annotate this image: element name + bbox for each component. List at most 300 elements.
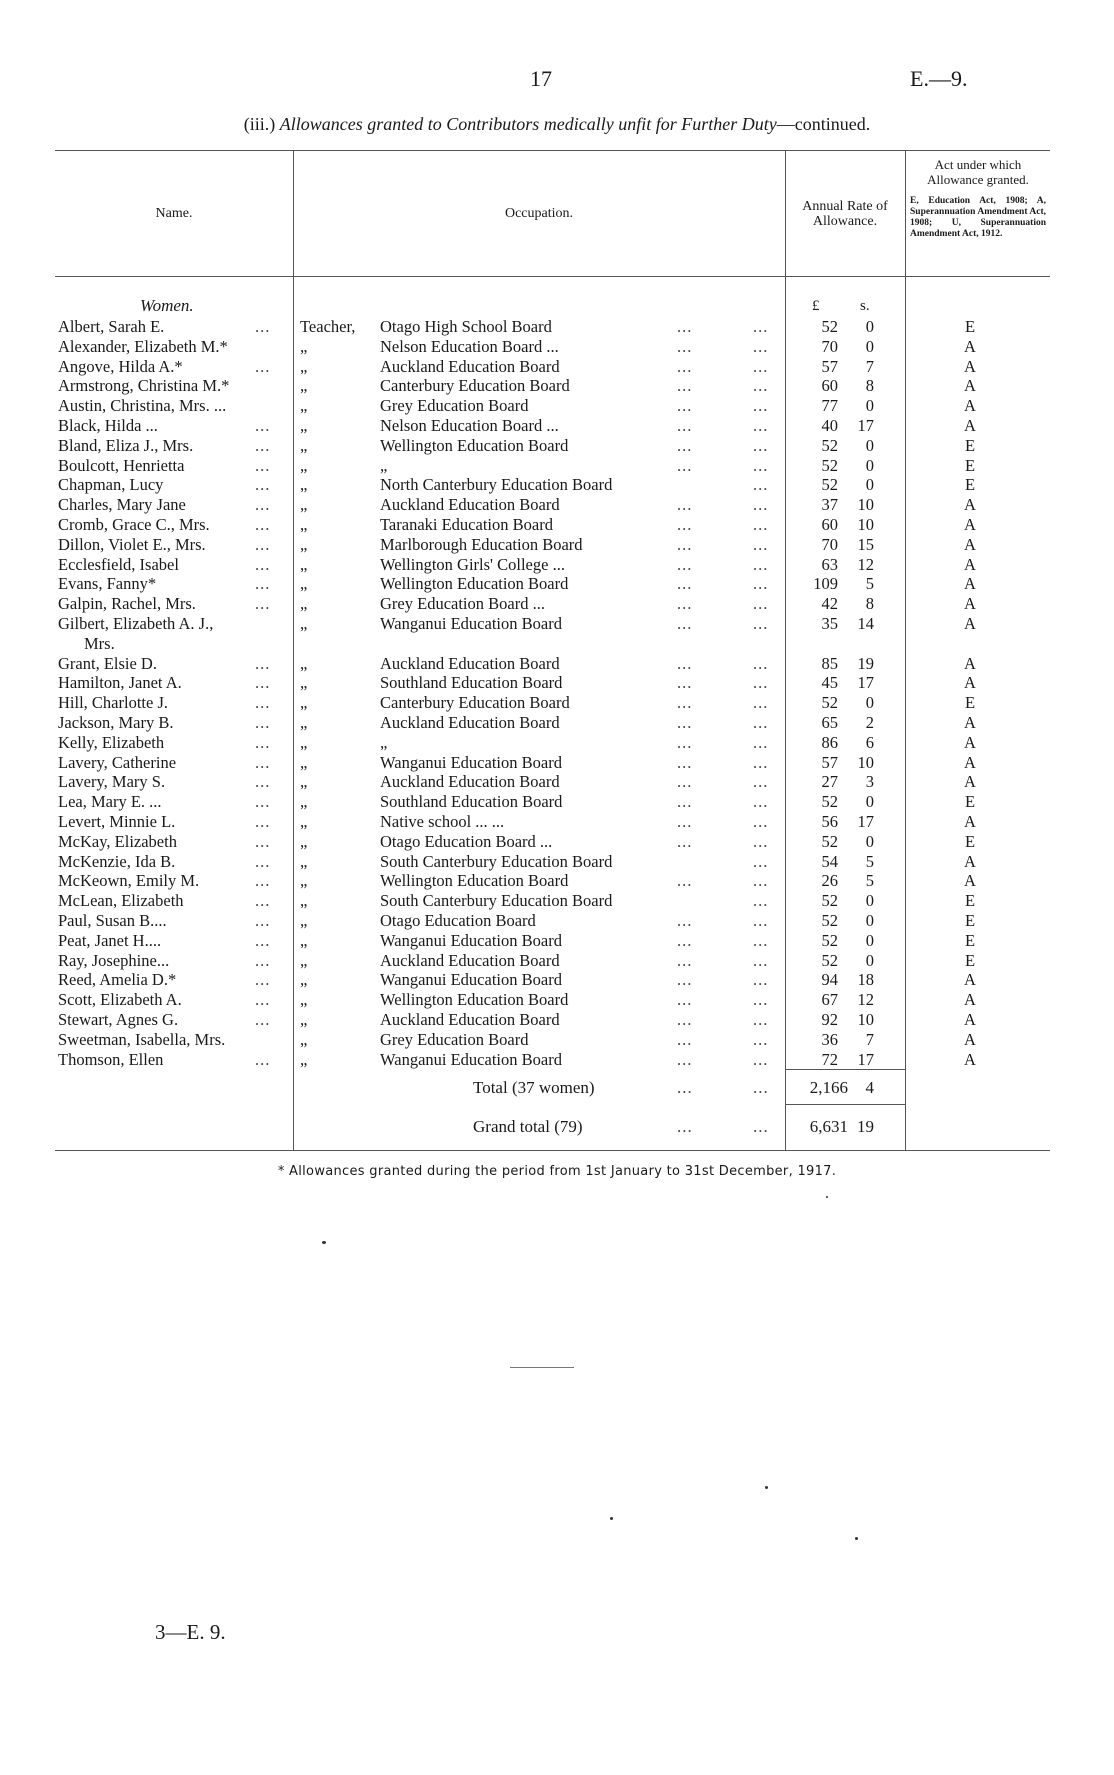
cell-board: Grey Education Board bbox=[380, 396, 529, 416]
cell-lead: ... bbox=[255, 455, 271, 475]
cell-pounds: 26 bbox=[821, 871, 838, 891]
cell-dots2: ... bbox=[753, 376, 769, 396]
cell-lead: ... bbox=[255, 435, 271, 455]
cell-act: A bbox=[964, 752, 976, 772]
cell-pounds: 60 bbox=[821, 515, 838, 534]
cell-dots2: ... bbox=[753, 911, 769, 930]
cell-board: Taranaki Education Board bbox=[380, 515, 553, 534]
cell-name: Chapman, Lucy bbox=[58, 475, 164, 495]
cell-shillings: 0 bbox=[865, 475, 874, 495]
cell-name: Dillon, Violet E., Mrs. bbox=[58, 534, 206, 554]
cell-dots2: ... bbox=[753, 772, 769, 792]
cell-lead: ... bbox=[255, 851, 271, 871]
cell-lead: ... bbox=[255, 752, 271, 772]
cell-name: Hamilton, Janet A. bbox=[58, 673, 182, 693]
cell-prefix: „ bbox=[300, 911, 308, 930]
cell-board: „ bbox=[380, 455, 388, 475]
cell-board: Auckland Education Board bbox=[380, 653, 560, 673]
table-row bbox=[0, 1010, 1114, 1030]
cell-shillings: 12 bbox=[857, 554, 874, 574]
cell-name: Stewart, Agnes G. bbox=[58, 1010, 179, 1029]
cell-board: Wellington Education Board bbox=[380, 574, 569, 594]
cell-dots1: ... bbox=[677, 376, 693, 396]
cell-act: E bbox=[964, 831, 976, 851]
total-women-leader-1: ... bbox=[677, 1078, 693, 1097]
cell-lead: ... bbox=[255, 554, 271, 574]
table-row bbox=[0, 713, 1114, 733]
cell-shillings: 10 bbox=[857, 515, 874, 534]
cell-dots1: ... bbox=[677, 1049, 693, 1069]
cell-shillings: 0 bbox=[865, 693, 874, 713]
cell-name: Black, Hilda ... bbox=[58, 416, 158, 435]
grand-total-pounds: 6,631 bbox=[809, 1117, 848, 1136]
cell-name: Hill, Charlotte J. bbox=[58, 693, 168, 713]
table-row bbox=[0, 812, 1114, 832]
cell-dots2: ... bbox=[753, 396, 769, 416]
table-row bbox=[0, 990, 1114, 1010]
cell-shillings: 0 bbox=[865, 930, 874, 950]
cell-board: Southland Education Board bbox=[380, 673, 563, 693]
cell-act: E bbox=[964, 693, 976, 713]
cell-name-continuation: Mrs. bbox=[84, 633, 115, 653]
cell-act: A bbox=[964, 871, 976, 891]
cell-pounds: 63 bbox=[821, 554, 838, 574]
cell-shillings: 17 bbox=[857, 673, 874, 693]
cell-shillings: 7 bbox=[865, 1029, 874, 1049]
cell-dots2: ... bbox=[753, 693, 769, 713]
table-top-rule bbox=[55, 150, 1050, 151]
header-act bbox=[908, 157, 1048, 187]
cell-pounds: 36 bbox=[821, 1029, 838, 1049]
cell-pounds: 52 bbox=[821, 475, 838, 495]
cell-name: Charles, Mary Jane bbox=[58, 495, 186, 515]
total-women-shillings: 4 bbox=[865, 1078, 874, 1097]
cell-name: Ecclesfield, Isabel bbox=[58, 554, 179, 574]
cell-name: Grant, Elsie D. bbox=[58, 653, 157, 673]
cell-dots1: ... bbox=[677, 495, 693, 515]
cell-prefix: „ bbox=[300, 713, 308, 732]
cell-lead: ... bbox=[255, 515, 271, 534]
scan-speck bbox=[826, 1196, 828, 1198]
cell-prefix: „ bbox=[300, 930, 308, 950]
header-occupation: Occupation. bbox=[504, 206, 574, 221]
total-women-label: Total (37 women) bbox=[473, 1078, 595, 1097]
cell-prefix: „ bbox=[300, 495, 308, 515]
cell-dots1: ... bbox=[677, 534, 693, 554]
cell-prefix: „ bbox=[300, 950, 308, 970]
table-row bbox=[0, 673, 1114, 693]
cell-name: Austin, Christina, Mrs. ... bbox=[58, 396, 227, 416]
cell-name: Peat, Janet H.... bbox=[58, 930, 162, 950]
cell-act: A bbox=[964, 376, 976, 396]
table-row bbox=[0, 594, 1114, 614]
cell-board: Otago Education Board bbox=[380, 911, 536, 930]
header-act-line1: Act under which bbox=[934, 157, 1022, 172]
cell-shillings: 10 bbox=[857, 1010, 874, 1029]
cell-board: Auckland Education Board bbox=[380, 950, 560, 970]
cell-dots1: ... bbox=[677, 990, 693, 1010]
grand-total-leader-1: ... bbox=[677, 1117, 693, 1136]
header-act-legend: E, Education Act, 1908; A, Superannuation Amendment Act, 1908; U, Superannuation Amendment Act, 1912. bbox=[910, 196, 1046, 239]
table-row bbox=[0, 475, 1114, 495]
scan-mark-dash bbox=[510, 1367, 574, 1368]
cell-dots2: ... bbox=[753, 416, 769, 435]
cell-board: Wanganui Education Board bbox=[380, 752, 562, 772]
cell-dots2: ... bbox=[753, 950, 769, 970]
cell-prefix: „ bbox=[300, 831, 308, 851]
cell-pounds: 35 bbox=[821, 614, 838, 633]
cell-shillings: 8 bbox=[865, 376, 874, 396]
cell-dots1: ... bbox=[677, 1029, 693, 1049]
cell-shillings: 17 bbox=[857, 416, 874, 435]
cell-dots2: ... bbox=[753, 554, 769, 574]
table-bottom-rule bbox=[55, 1150, 1050, 1151]
cell-lead: ... bbox=[255, 1010, 271, 1029]
cell-dots2: ... bbox=[753, 1010, 769, 1029]
cell-board: Auckland Education Board bbox=[380, 1010, 560, 1029]
cell-name: Levert, Minnie L. bbox=[58, 812, 176, 831]
cell-dots1: ... bbox=[677, 812, 693, 831]
scan-speck bbox=[610, 1517, 613, 1520]
cell-name: McLean, Elizabeth bbox=[58, 891, 184, 911]
cell-prefix: Teacher, bbox=[300, 317, 356, 336]
cell-pounds: 65 bbox=[821, 713, 838, 732]
cell-prefix: „ bbox=[300, 336, 308, 356]
table-row bbox=[0, 852, 1114, 872]
table-row bbox=[0, 614, 1114, 634]
cell-act: A bbox=[964, 495, 976, 515]
table-row bbox=[0, 772, 1114, 792]
table-row bbox=[0, 871, 1114, 891]
cell-pounds: 52 bbox=[821, 317, 838, 336]
cell-prefix: „ bbox=[300, 812, 308, 831]
cell-prefix: „ bbox=[300, 891, 308, 911]
table-row bbox=[0, 951, 1114, 971]
cell-lead: ... bbox=[255, 416, 271, 435]
cell-prefix: „ bbox=[300, 534, 308, 554]
cell-board: Auckland Education Board bbox=[380, 495, 560, 515]
cell-name: McKeown, Emily M. bbox=[58, 871, 200, 891]
cell-lead: ... bbox=[255, 792, 271, 812]
cell-dots1: ... bbox=[677, 574, 693, 594]
cell-act: E bbox=[964, 792, 976, 812]
cell-dots1: ... bbox=[677, 356, 693, 376]
table-row bbox=[0, 832, 1114, 852]
cell-dots2: ... bbox=[753, 851, 769, 871]
cell-act: E bbox=[964, 911, 976, 930]
cell-act: A bbox=[964, 356, 976, 376]
cell-act: A bbox=[964, 732, 976, 752]
table-row bbox=[0, 436, 1114, 456]
cell-dots2: ... bbox=[753, 1029, 769, 1049]
cell-lead: ... bbox=[255, 831, 271, 851]
cell-board: Otago Education Board ... bbox=[380, 831, 553, 851]
cell-dots1: ... bbox=[677, 515, 693, 534]
cell-name: Kelly, Elizabeth bbox=[58, 732, 165, 752]
cell-name: Galpin, Rachel, Mrs. bbox=[58, 594, 196, 614]
cell-lead: ... bbox=[255, 693, 271, 713]
cell-act: A bbox=[964, 614, 976, 633]
cell-prefix: „ bbox=[300, 752, 308, 772]
table-row bbox=[0, 1050, 1114, 1070]
cell-board: Otago High School Board bbox=[380, 317, 552, 336]
cell-dots1: ... bbox=[677, 871, 693, 891]
cell-lead: ... bbox=[255, 911, 271, 930]
footnote: * Allowances granted during the period from 1st January to 31st December, 1917. bbox=[277, 1164, 837, 1179]
cell-act: A bbox=[964, 1029, 976, 1049]
cell-board: Wellington Education Board bbox=[380, 871, 569, 891]
table-row bbox=[0, 396, 1114, 416]
cell-pounds: 109 bbox=[813, 574, 838, 594]
cell-name: Cromb, Grace C., Mrs. bbox=[58, 515, 210, 534]
cell-board: Grey Education Board ... bbox=[380, 594, 545, 614]
cell-dots2: ... bbox=[753, 732, 769, 752]
cell-dots1: ... bbox=[677, 930, 693, 950]
cell-shillings: 17 bbox=[857, 812, 874, 831]
cell-pounds: 52 bbox=[821, 792, 838, 812]
cell-act: A bbox=[964, 515, 976, 534]
cell-act: A bbox=[964, 772, 976, 792]
cell-dots2: ... bbox=[753, 812, 769, 831]
cell-name: Lavery, Catherine bbox=[58, 752, 177, 772]
cell-prefix: „ bbox=[300, 416, 308, 435]
table-row bbox=[0, 416, 1114, 436]
cell-prefix: „ bbox=[300, 356, 308, 376]
cell-act: A bbox=[964, 990, 976, 1010]
cell-shillings: 0 bbox=[865, 455, 874, 475]
cell-pounds: 57 bbox=[821, 356, 838, 376]
cell-prefix: „ bbox=[300, 990, 308, 1010]
cell-name: Evans, Fanny* bbox=[58, 574, 157, 594]
cell-lead: ... bbox=[255, 950, 271, 970]
cell-board: Wellington Girls' College ... bbox=[380, 554, 565, 574]
cell-board: Canterbury Education Board bbox=[380, 376, 570, 396]
heading-italic-title: Allowances granted to Contributors medically unfit for Further Duty bbox=[279, 114, 777, 134]
cell-shillings: 0 bbox=[865, 435, 874, 455]
table-row bbox=[0, 317, 1114, 337]
table-row bbox=[0, 456, 1114, 476]
cell-pounds: 57 bbox=[821, 752, 838, 772]
cell-name: Gilbert, Elizabeth A. J., bbox=[58, 614, 214, 633]
cell-prefix: „ bbox=[300, 515, 308, 534]
cell-name: Jackson, Mary B. bbox=[58, 713, 174, 732]
cell-dots1: ... bbox=[677, 831, 693, 851]
scan-speck bbox=[855, 1537, 858, 1540]
table-row bbox=[0, 970, 1114, 990]
table-row bbox=[0, 515, 1114, 535]
cell-pounds: 56 bbox=[821, 812, 838, 831]
cell-dots2: ... bbox=[753, 475, 769, 495]
cell-dots2: ... bbox=[753, 673, 769, 693]
cell-dots2: ... bbox=[753, 614, 769, 633]
header-bottom-rule bbox=[55, 276, 1050, 277]
cell-dots1: ... bbox=[677, 1010, 693, 1029]
heading-prefix: (iii.) bbox=[243, 114, 276, 134]
cell-name: Sweetman, Isabella, Mrs. bbox=[58, 1029, 226, 1049]
cell-dots2: ... bbox=[753, 455, 769, 475]
cell-board: „ bbox=[380, 732, 388, 752]
scan-speck bbox=[765, 1486, 768, 1489]
table-row bbox=[0, 555, 1114, 575]
grand-total-leader-2: ... bbox=[753, 1117, 769, 1136]
cell-pounds: 52 bbox=[821, 930, 838, 950]
document-reference: E.—9. bbox=[910, 66, 968, 91]
cell-shillings: 0 bbox=[865, 396, 874, 416]
cell-pounds: 52 bbox=[821, 950, 838, 970]
cell-act: A bbox=[964, 1049, 976, 1069]
cell-act: E bbox=[964, 317, 976, 336]
cell-shillings: 15 bbox=[857, 534, 874, 554]
cell-shillings: 0 bbox=[865, 911, 874, 930]
cell-board: Nelson Education Board ... bbox=[380, 336, 559, 356]
cell-dots2: ... bbox=[753, 930, 769, 950]
cell-dots1: ... bbox=[677, 455, 693, 475]
cell-name: Alexander, Elizabeth M.* bbox=[58, 336, 228, 356]
cell-lead: ... bbox=[255, 356, 271, 376]
table-row bbox=[0, 911, 1114, 931]
cell-act: E bbox=[964, 455, 976, 475]
cell-lead: ... bbox=[255, 475, 271, 495]
table-row bbox=[0, 693, 1114, 713]
cell-prefix: „ bbox=[300, 455, 308, 475]
cell-lead: ... bbox=[255, 990, 271, 1010]
units-shillings: s. bbox=[860, 298, 870, 314]
cell-dots2: ... bbox=[753, 891, 769, 911]
cell-shillings: 14 bbox=[857, 614, 874, 633]
cell-prefix: „ bbox=[300, 772, 308, 792]
cell-lead: ... bbox=[255, 812, 271, 831]
cell-act: E bbox=[964, 930, 976, 950]
cell-shillings: 6 bbox=[865, 732, 874, 752]
units-pounds: £ bbox=[812, 298, 820, 314]
cell-dots1: ... bbox=[677, 317, 693, 336]
cell-prefix: „ bbox=[300, 653, 308, 673]
cell-dots1: ... bbox=[677, 653, 693, 673]
cell-shillings: 5 bbox=[865, 574, 874, 594]
cell-shillings: 17 bbox=[857, 1049, 874, 1069]
cell-board: Wanganui Education Board bbox=[380, 614, 562, 633]
cell-pounds: 37 bbox=[821, 495, 838, 515]
cell-name: Bland, Eliza J., Mrs. bbox=[58, 435, 194, 455]
cell-act: A bbox=[964, 812, 976, 831]
cell-board: South Canterbury Education Board bbox=[380, 851, 613, 871]
cell-board: North Canterbury Education Board bbox=[380, 475, 613, 495]
cell-dots2: ... bbox=[753, 336, 769, 356]
total-bottom-rule bbox=[785, 1104, 905, 1105]
cell-name: Armstrong, Christina M.* bbox=[58, 376, 230, 396]
cell-lead: ... bbox=[255, 970, 271, 990]
cell-pounds: 60 bbox=[821, 376, 838, 396]
header-annual-rate bbox=[785, 199, 905, 229]
cell-lead: ... bbox=[255, 495, 271, 515]
cell-prefix: „ bbox=[300, 693, 308, 713]
cell-board: Auckland Education Board bbox=[380, 713, 560, 732]
cell-prefix: „ bbox=[300, 1029, 308, 1049]
cell-lead: ... bbox=[255, 317, 271, 336]
cell-name: Scott, Elizabeth A. bbox=[58, 990, 182, 1010]
cell-dots1: ... bbox=[677, 732, 693, 752]
cell-prefix: „ bbox=[300, 614, 308, 633]
cell-act: E bbox=[964, 950, 976, 970]
cell-dots1: ... bbox=[677, 970, 693, 990]
cell-pounds: 72 bbox=[821, 1049, 838, 1069]
cell-pounds: 52 bbox=[821, 831, 838, 851]
cell-board: Auckland Education Board bbox=[380, 772, 560, 792]
cell-act: E bbox=[964, 891, 976, 911]
cell-prefix: „ bbox=[300, 376, 308, 396]
total-women-pounds: 2,166 bbox=[809, 1078, 848, 1097]
cell-dots1: ... bbox=[677, 416, 693, 435]
cell-lead: ... bbox=[255, 891, 271, 911]
cell-dots2: ... bbox=[753, 970, 769, 990]
cell-name: McKay, Elizabeth bbox=[58, 831, 177, 851]
cell-dots1: ... bbox=[677, 911, 693, 930]
cell-board: Wanganui Education Board bbox=[380, 1049, 562, 1069]
cell-act: A bbox=[964, 673, 976, 693]
page-number: 17 bbox=[530, 66, 552, 91]
cell-shillings: 0 bbox=[865, 831, 874, 851]
cell-pounds: 92 bbox=[821, 1010, 838, 1029]
cell-dots2: ... bbox=[753, 1049, 769, 1069]
cell-prefix: „ bbox=[300, 732, 308, 752]
cell-dots2: ... bbox=[753, 495, 769, 515]
cell-dots2: ... bbox=[753, 713, 769, 732]
cell-dots1: ... bbox=[677, 554, 693, 574]
cell-shillings: 0 bbox=[865, 336, 874, 356]
cell-prefix: „ bbox=[300, 554, 308, 574]
cell-pounds: 42 bbox=[821, 594, 838, 614]
cell-shillings: 10 bbox=[857, 495, 874, 515]
cell-prefix: „ bbox=[300, 1010, 308, 1029]
heading-suffix: —continued. bbox=[776, 114, 871, 134]
cell-dots2: ... bbox=[753, 356, 769, 376]
table-row bbox=[0, 733, 1114, 753]
table-row bbox=[0, 376, 1114, 396]
table-row bbox=[0, 792, 1114, 812]
header-rate-line1: Annual Rate of bbox=[802, 199, 888, 214]
cell-pounds: 86 bbox=[821, 732, 838, 752]
cell-pounds: 52 bbox=[821, 693, 838, 713]
cell-dots1: ... bbox=[677, 336, 693, 356]
cell-dots2: ... bbox=[753, 752, 769, 772]
cell-prefix: „ bbox=[300, 871, 308, 891]
cell-dots1: ... bbox=[677, 772, 693, 792]
section-label-women: Women. bbox=[140, 296, 194, 315]
cell-act: A bbox=[964, 534, 976, 554]
cell-dots1: ... bbox=[677, 693, 693, 713]
cell-board: Wanganui Education Board bbox=[380, 970, 562, 990]
cell-shillings: 0 bbox=[865, 891, 874, 911]
cell-name: Thomson, Ellen bbox=[58, 1049, 164, 1069]
cell-dots2: ... bbox=[753, 435, 769, 455]
cell-name: Albert, Sarah E. bbox=[58, 317, 165, 336]
cell-pounds: 54 bbox=[821, 851, 838, 871]
cell-dots2: ... bbox=[753, 871, 769, 891]
cell-pounds: 52 bbox=[821, 435, 838, 455]
cell-board: Marlborough Education Board bbox=[380, 534, 583, 554]
cell-dots2: ... bbox=[753, 990, 769, 1010]
cell-pounds: 94 bbox=[821, 970, 838, 990]
cell-dots1: ... bbox=[677, 752, 693, 772]
cell-shillings: 19 bbox=[857, 653, 874, 673]
cell-board: Auckland Education Board bbox=[380, 356, 560, 376]
header-act-line2: Allowance granted. bbox=[927, 172, 1029, 187]
cell-board: Canterbury Education Board bbox=[380, 693, 570, 713]
cell-shillings: 7 bbox=[865, 356, 874, 376]
grand-total-label: Grand total (79) bbox=[473, 1117, 583, 1136]
cell-dots2: ... bbox=[753, 831, 769, 851]
cell-shillings: 12 bbox=[857, 990, 874, 1010]
